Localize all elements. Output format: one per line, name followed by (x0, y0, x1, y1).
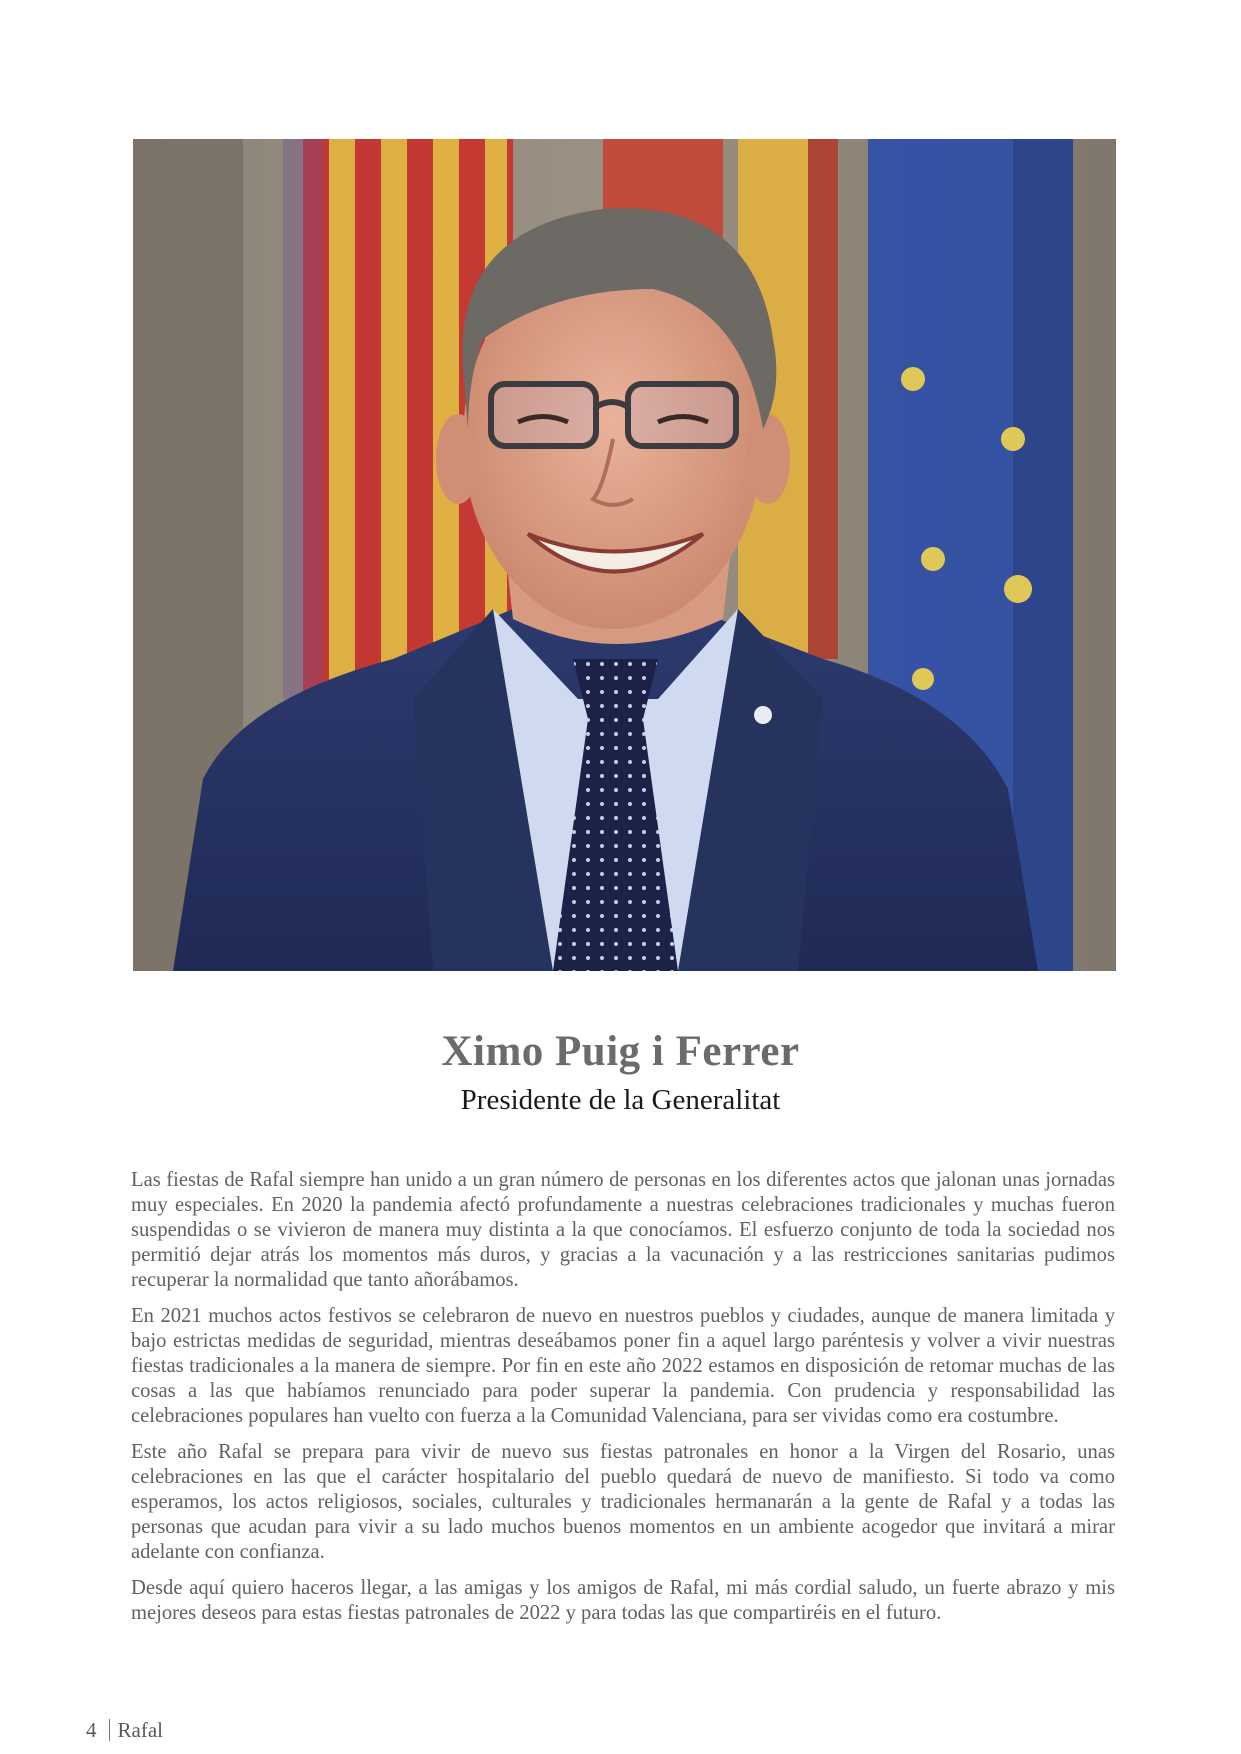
paragraph-1: Las fiestas de Rafal siempre han unido a un gran número de personas en los diferentes actos que jalonan unas jornadas muy especiales. En 2020 la pandemia afectó profundamente a nuestras celebraciones tradicionales y muchas fueron suspendidas o se vivieron de manera muy distinta a la que conocíamos. El esfuerzo conjunto de toda la sociedad nos permitió dejar atrás los momentos más duros, y gracias a la vacunación y a las restricciones sanitarias pudimos recuperar la normalidad que tanto añorábamos. (131, 1169, 1115, 1291)
page-number: 4 (86, 1718, 97, 1742)
page-footer (86, 1718, 163, 1743)
paragraph-3: Este año Rafal se prepara para vivir de nuevo sus fiestas patronales en honor a la Virgen del Rosario, unas celebraciones en las que el carácter hospitalario del pueblo quedará de nuevo de manifiesto. Si todo va como esperamos, los actos religiosos, sociales, culturales y tradicionales hermanarán a la gente de Rafal y a todas las personas que acudan para vivir a su lado muchos buenos momentos en un ambiente acogedor que invitará a mirar adelante con confianza. (131, 1441, 1115, 1563)
letter-body (131, 1168, 1115, 1637)
person-role: Presidente de la Generalitat (460, 1084, 781, 1116)
portrait-illustration (133, 139, 1116, 971)
paragraph-4: Desde aquí quiero haceros llegar, a las amigas y los amigos de Rafal, mi más cordial saludo, un fuerte abrazo y mis mejores deseos para estas fiestas patronales de 2022 y para todas las que compartiréis en el futuro. (131, 1577, 1115, 1624)
footer-divider (109, 1719, 110, 1741)
portrait-photo (133, 139, 1116, 971)
publication-name: Rafal (117, 1718, 163, 1742)
person-name: Ximo Puig i Ferrer (441, 1028, 800, 1075)
paragraph-2: En 2021 muchos actos festivos se celebraron de nuevo en nuestros pueblos y ciudades, aunque de manera limitada y bajo estrictas medidas de seguridad, mientras deseábamos poner fin a aquel largo paréntesis y volver a vivir nuestras fiestas tradicionales a la manera de siempre. Por fin en este año 2022 estamos en disposición de retomar muchas de las cosas a las que habíamos renunciado para poder superar la pandemia. Con prudencia y responsabilidad las celebraciones populares han vuelto con fuerza a la Comunidad Valenciana, para ser vividas como era costumbre. (131, 1305, 1115, 1427)
